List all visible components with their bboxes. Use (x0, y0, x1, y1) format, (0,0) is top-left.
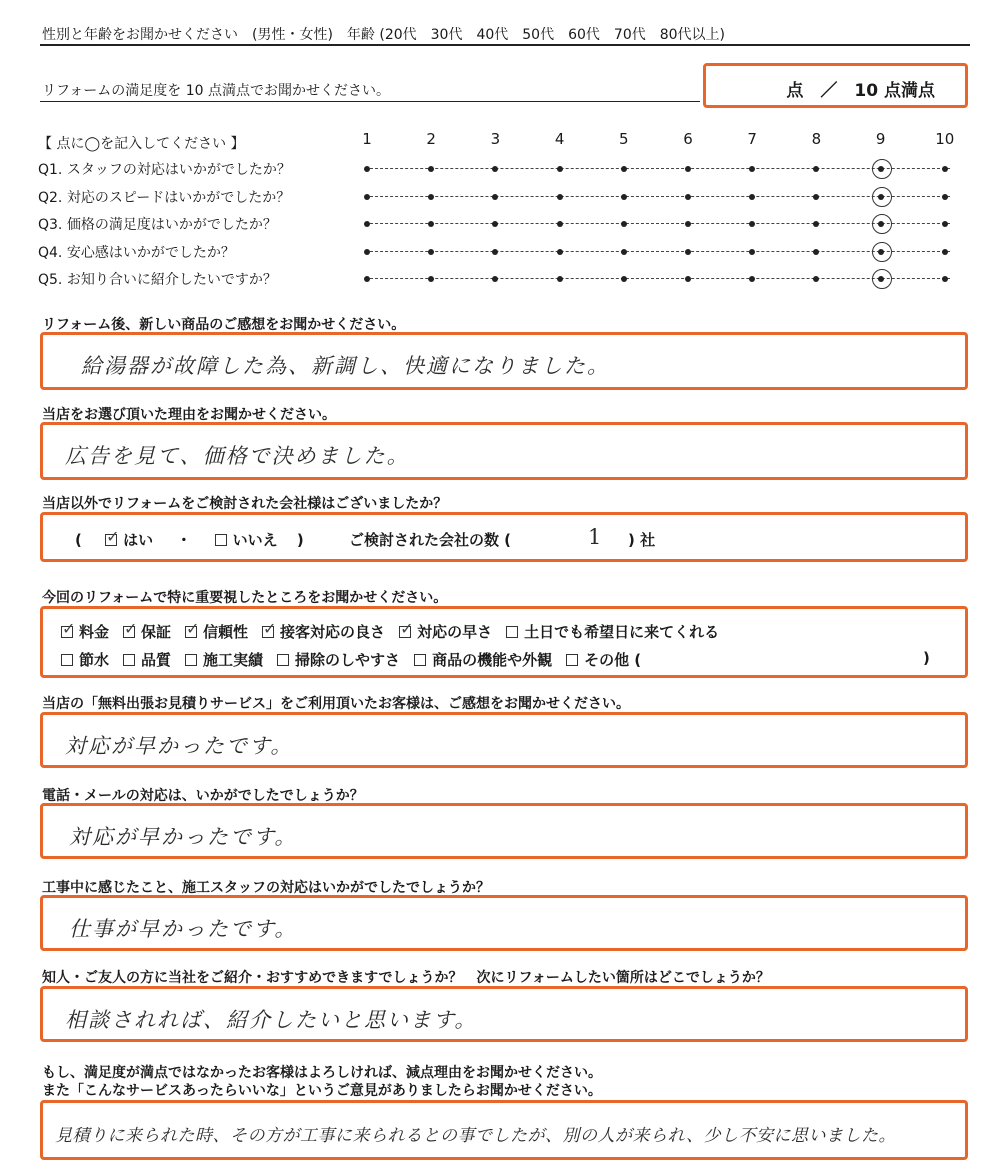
rating-point[interactable] (813, 166, 819, 172)
yes-checkbox[interactable] (105, 534, 117, 546)
priority-checkbox[interactable] (262, 626, 274, 638)
other-close-paren: ) (923, 649, 930, 667)
rating-point[interactable] (364, 194, 370, 200)
header-rule (40, 44, 970, 46)
rating-point[interactable] (364, 221, 370, 227)
scale-number: 6 (683, 130, 693, 148)
scale-number: 9 (875, 130, 886, 148)
referral-box[interactable] (40, 986, 968, 1042)
construction-answer: 仕事が早かったです。 (69, 917, 298, 941)
rating-point[interactable] (364, 166, 370, 172)
reason-answer: 広告を見て、価格で決めました。 (65, 444, 410, 468)
rating-point[interactable] (685, 194, 691, 200)
deduction-heading-line-2: また「こんなサービスあったらいいな」というご意見がありましたらお聞かせください。 (42, 1083, 602, 1099)
deduction-answer: 見積りに来られた時、その方が工事に来られるとの事でしたが、別の人が来られ、少し不安に思いました。 (55, 1126, 897, 1146)
priority-label: 信頼性 (203, 623, 249, 641)
score-box-label: 点 ／ 10 点満点 (786, 81, 935, 101)
priority-option[interactable] (61, 651, 109, 669)
rating-point[interactable] (942, 194, 948, 200)
priority-option[interactable] (123, 651, 171, 669)
rating-point[interactable] (428, 166, 434, 172)
rating-point[interactable] (557, 276, 563, 282)
rating-line (365, 196, 950, 197)
priority-option[interactable] (399, 623, 492, 641)
priority-option[interactable] (414, 651, 552, 669)
priority-option[interactable] (566, 651, 641, 669)
rating-question-label: Q4. 安心感はいかがでしたか？ (38, 244, 235, 261)
other-companies-row (75, 529, 511, 550)
priority-checkbox[interactable] (566, 654, 578, 666)
priority-option[interactable] (61, 623, 109, 641)
rating-point[interactable] (557, 249, 563, 255)
priority-label: 対応の早さ (417, 623, 493, 641)
score-box[interactable] (703, 63, 968, 108)
company-count-label: ご検討された会社の数 ( (348, 531, 512, 549)
impressions-heading: リフォーム後、新しい商品のご感想をお聞かせください。 (42, 317, 406, 333)
yes-option[interactable] (105, 531, 153, 549)
priority-option[interactable] (262, 623, 385, 641)
referral-heading: 知人・ご友人の方に当社をご紹介・おすすめできますでしょうか？ 次にリフォームしたい箇所はどこでしょうか？ (42, 970, 770, 986)
priority-checkbox[interactable] (277, 654, 289, 666)
rating-question-label: Q5. お知り合いに紹介したいですか？ (38, 272, 277, 288)
rating-point[interactable] (557, 194, 563, 200)
rating-point[interactable] (428, 221, 434, 227)
rating-point[interactable] (557, 221, 563, 227)
satisfaction-rule (40, 101, 700, 102)
priority-label: 品質 (141, 651, 172, 669)
phone-mail-answer: 対応が早かったです。 (69, 825, 298, 849)
priority-checkbox[interactable] (123, 626, 135, 638)
priority-checkbox[interactable] (399, 626, 411, 638)
satisfaction-prompt: リフォームの満足度を 10 点満点でお聞かせください。 (42, 83, 391, 99)
rating-point[interactable] (813, 221, 819, 227)
priority-checkbox[interactable] (506, 626, 518, 638)
rating-point[interactable] (749, 221, 755, 227)
priority-label: 保証 (141, 623, 172, 641)
yes-label: はい (123, 531, 154, 549)
rating-point[interactable] (813, 194, 819, 200)
priorities-row-2 (61, 649, 655, 670)
rating-point[interactable] (492, 276, 498, 282)
priority-option[interactable] (185, 623, 248, 641)
construction-box[interactable] (40, 895, 968, 951)
impressions-answer: 給湯器が故障した為、新調し、快適になりました。 (81, 354, 610, 378)
selected-rating-circle (872, 269, 892, 289)
scale-number: 8 (811, 130, 822, 148)
rating-point[interactable] (749, 166, 755, 172)
priority-checkbox[interactable] (123, 654, 135, 666)
open-paren: ( (75, 531, 82, 549)
rating-instruction: 【 点に◯を記入してください 】 (38, 136, 245, 152)
estimate-service-box[interactable] (40, 712, 968, 768)
rating-point[interactable] (364, 276, 370, 282)
estimate-service-heading: 当店の「無料出張お見積りサービス」をご利用頂いたお客様は、ご感想をお聞かせください。 (42, 696, 630, 712)
priority-option[interactable] (506, 623, 719, 641)
priority-option[interactable] (277, 651, 400, 669)
rating-point[interactable] (813, 249, 819, 255)
impressions-box[interactable] (40, 332, 968, 390)
priority-label: 土日でも希望日に来てくれる (524, 623, 720, 641)
rating-question-label: Q2. 対応のスピードはいかがでしたか？ (38, 189, 291, 206)
gender-age-question: 性別と年齢をお聞かせください (男性・女性) 年齢 (20代 30代 40代 50代 60代 70代 80代以上) (42, 27, 725, 43)
other-companies-heading: 当店以外でリフォームをご検討された会社様はございましたか？ (42, 496, 448, 512)
priorities-row-1 (61, 621, 733, 642)
priority-label: 施工実績 (203, 651, 264, 669)
priority-checkbox[interactable] (414, 654, 426, 666)
rating-question-label: Q1. スタッフの対応はいかがでしたか？ (38, 162, 291, 178)
selected-rating-circle (872, 159, 892, 179)
scale-number: 4 (554, 130, 565, 148)
priority-checkbox[interactable] (61, 626, 73, 638)
rating-point[interactable] (685, 249, 691, 255)
rating-line (365, 168, 950, 169)
construction-heading: 工事中に感じたこと、施工スタッフの対応はいかがでしたでしょうか？ (42, 880, 490, 896)
priority-option[interactable] (185, 651, 263, 669)
rating-line (365, 223, 950, 224)
selected-rating-circle (872, 214, 892, 234)
selected-rating-circle (872, 187, 892, 207)
rating-point[interactable] (813, 276, 819, 282)
rating-point[interactable] (942, 249, 948, 255)
rating-line (365, 278, 950, 279)
scale-number: 10 (935, 130, 955, 148)
rating-point[interactable] (428, 276, 434, 282)
scale-number: 3 (490, 130, 501, 148)
rating-point[interactable] (942, 166, 948, 172)
rating-point[interactable] (685, 166, 691, 172)
priority-checkbox[interactable] (185, 654, 197, 666)
rating-point[interactable] (942, 276, 948, 282)
other-companies-box (40, 512, 968, 562)
rating-point[interactable] (621, 276, 627, 282)
priorities-box (40, 606, 968, 678)
rating-point[interactable] (621, 249, 627, 255)
no-label: いいえ (232, 531, 278, 549)
priority-label: 節水 (79, 651, 110, 669)
rating-point[interactable] (621, 194, 627, 200)
company-count-suffix: ) 社 (628, 531, 656, 549)
rating-point[interactable] (428, 194, 434, 200)
priority-label: 料金 (79, 623, 110, 641)
rating-point[interactable] (621, 166, 627, 172)
priority-checkbox[interactable] (185, 626, 197, 638)
priority-label: 商品の機能や外観 (432, 651, 553, 669)
rating-point[interactable] (749, 276, 755, 282)
estimate-service-answer: 対応が早かったです。 (65, 734, 294, 758)
phone-mail-heading: 電話・メールの対応は、いかがでしたでしょうか？ (42, 788, 364, 804)
phone-mail-box[interactable] (40, 803, 968, 859)
rating-point[interactable] (364, 249, 370, 255)
deduction-heading-line-1: もし、満足度が満点ではなかったお客様はよろしければ、減点理由をお聞かせください。 (42, 1065, 602, 1081)
scale-number: 5 (619, 130, 629, 148)
reason-heading: 当店をお選び頂いた理由をお聞かせください。 (42, 407, 336, 423)
priority-label: 接客対応の良さ (280, 623, 386, 641)
selected-rating-circle (872, 242, 892, 262)
company-count-value[interactable]: 1 (588, 525, 604, 549)
reason-box[interactable] (40, 422, 968, 480)
priority-label: その他 ( (584, 651, 642, 669)
no-option[interactable] (215, 531, 278, 549)
close-paren: ) (296, 531, 304, 549)
rating-point[interactable] (428, 249, 434, 255)
rating-point[interactable] (492, 221, 498, 227)
rating-point[interactable] (749, 249, 755, 255)
rating-point[interactable] (685, 221, 691, 227)
rating-point[interactable] (492, 194, 498, 200)
rating-question-label: Q3. 価格の満足度はいかがでしたか？ (38, 217, 277, 233)
rating-point[interactable] (492, 249, 498, 255)
rating-line (365, 251, 950, 252)
scale-number: 7 (747, 130, 757, 148)
priority-label: 掃除のしやすさ (295, 651, 401, 669)
rating-point[interactable] (621, 221, 627, 227)
separator-dot: ・ (176, 531, 192, 549)
referral-answer: 相談されれば、紹介したいと思います。 (65, 1008, 478, 1032)
scale-number: 1 (362, 130, 372, 148)
rating-point[interactable] (749, 194, 755, 200)
scale-number: 2 (426, 130, 436, 148)
rating-point[interactable] (557, 166, 563, 172)
no-checkbox[interactable] (215, 534, 227, 546)
priority-option[interactable] (123, 623, 171, 641)
priority-checkbox[interactable] (61, 654, 73, 666)
deduction-box[interactable] (40, 1100, 968, 1160)
rating-point[interactable] (685, 276, 691, 282)
rating-point[interactable] (492, 166, 498, 172)
rating-point[interactable] (942, 221, 948, 227)
priorities-heading: 今回のリフォームで特に重要視したところをお聞かせください。 (42, 590, 448, 606)
